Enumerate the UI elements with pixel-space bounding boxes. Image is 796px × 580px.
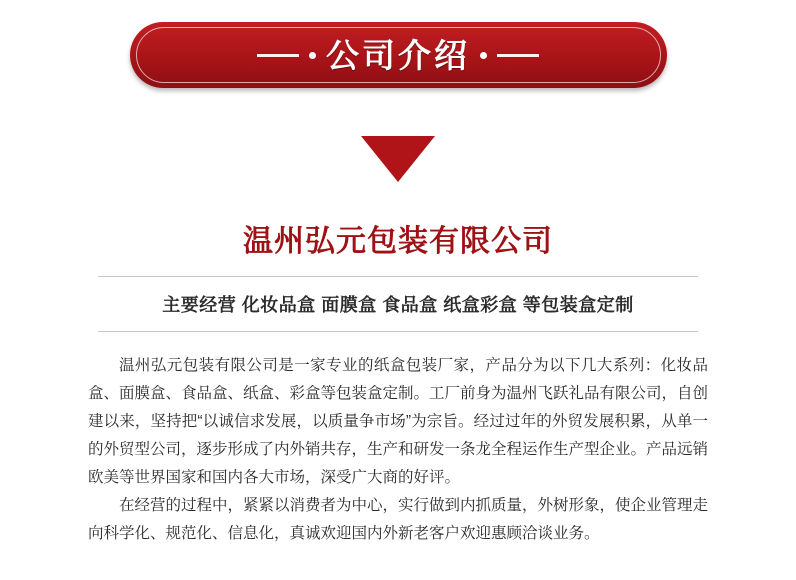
arrow-container xyxy=(0,136,796,182)
divider-bottom xyxy=(98,331,698,332)
company-name: 温州弘元包装有限公司 xyxy=(243,225,553,258)
divider-top xyxy=(98,276,698,277)
business-scope-subtitle: 主要经营 化妆品盒 面膜盒 食品盒 纸盒彩盒 等包装盒定制 xyxy=(162,295,634,315)
banner-left-dot-icon xyxy=(309,52,316,59)
banner-container xyxy=(0,22,796,88)
banner-right-dot-icon xyxy=(480,52,487,59)
banner-title-group xyxy=(257,36,539,74)
banner-right-rule-icon xyxy=(497,54,539,57)
page-title: 公司介绍 xyxy=(326,36,470,74)
banner-left-rule-icon xyxy=(257,54,299,57)
down-triangle-icon xyxy=(361,136,435,182)
section-banner xyxy=(130,22,667,88)
subtitle-block xyxy=(98,276,698,332)
body-paragraph: 温州弘元包装有限公司是一家专业的纸盒包装厂家，产品分为以下几大系列：化妆品盒、面膜盒、食品盒、纸盒、彩盒等包装盒定制。工厂前身为温州飞跃礼品有限公司，自创建以来，坚持把“以诚信求发展，以质量争市场”为宗旨。经过过年的外贸发展积累，从单一的外贸型公司，逐步形成了内外销共存，生产和研发一条龙全程运作生产型企业。产品远销欧美等世界国家和国内各大市场，深受广大商的好评。 xyxy=(88,357,709,486)
body-paragraph: 在经营的过程中，紧紧以消费者为中心，实行做到内抓质量，外树形象，使企业管理走向科学化、规范化、信息化，真诚欢迎国内外新老客户欢迎惠顾洽谈业务。 xyxy=(88,497,709,542)
body-text-block xyxy=(88,352,708,548)
